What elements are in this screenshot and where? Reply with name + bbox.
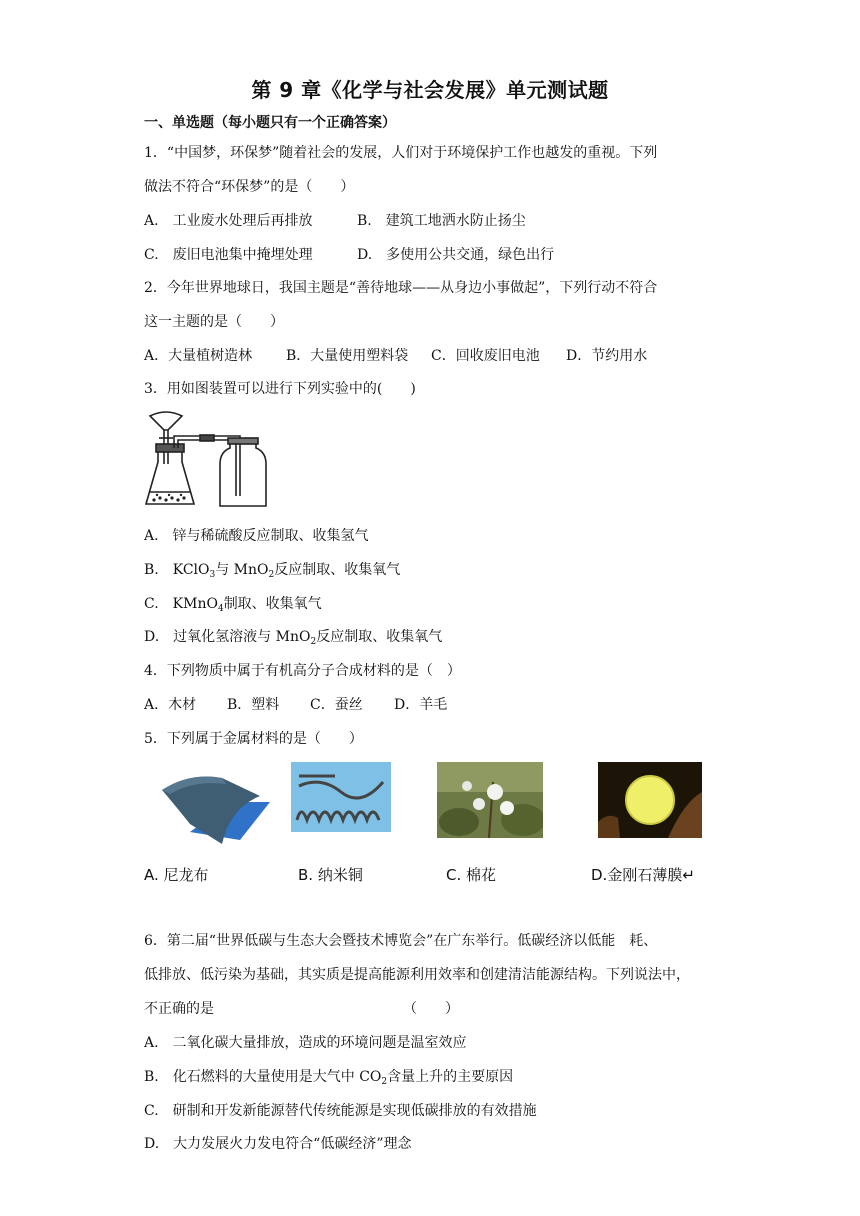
q3-option-b-text: B. KClO bbox=[144, 562, 210, 578]
q4-option-a: A．木材 bbox=[144, 697, 197, 713]
q6-stem-line-1: 6．第二届“世界低碳与生态大会暨技术博览会”在广东举行。低碳经济以低能 耗、 bbox=[144, 933, 658, 949]
gas-apparatus-diagram bbox=[144, 404, 270, 516]
q4-option-b: B．塑料 bbox=[227, 697, 280, 713]
q5-option-b: B. 纳米铜 bbox=[298, 866, 363, 884]
q6-option-b-sub1: 2 bbox=[381, 1077, 388, 1087]
q6-option-a bbox=[144, 1032, 467, 1052]
q3-option-c bbox=[144, 593, 322, 614]
q3-option-a-text: A. 锌与稀硫酸反应制取、收集氢气 bbox=[144, 528, 369, 544]
q4-option-c: C．蚕丝 bbox=[310, 697, 363, 713]
q2-option-b: B．大量使用塑料袋 bbox=[286, 348, 409, 364]
q3-option-a bbox=[144, 525, 369, 545]
q4-stem: 4．下列物质中属于有机高分子合成材料的是（ ） bbox=[144, 663, 461, 679]
nano-copper-image bbox=[291, 762, 391, 836]
document-title: 第 9 章《化学与社会发展》单元测试题 bbox=[251, 78, 609, 102]
q6-option-b-post: 含量上升的主要原因 bbox=[387, 1069, 514, 1085]
q3-option-b-sub2: 2 bbox=[268, 570, 275, 580]
q2-stem-line-1: 2．今年世界地球日，我国主题是“善待地球——从身边小事做起”，下列行动不符合 bbox=[144, 280, 658, 296]
q6-stem-line-2: 低排放、低污染为基础，其实质是提高能源利用效率和创建清洁能源结构。下列说法中， bbox=[144, 967, 690, 983]
q1-stem-line-1: 1．“中国梦，环保梦”随着社会的发展，人们对于环境保护工作也越发的重视。下列 bbox=[144, 145, 658, 161]
q3-option-c-post: 制取、收集氧气 bbox=[223, 596, 322, 612]
q6-option-d bbox=[144, 1133, 412, 1153]
q2-option-d: D．节约用水 bbox=[566, 348, 648, 364]
q3-stem: 3．用如图装置可以进行下列实验中的( ) bbox=[144, 381, 416, 397]
q6-option-b bbox=[144, 1066, 513, 1087]
q1-option-b: B. 建筑工地洒水防止扬尘 bbox=[357, 213, 526, 229]
q1-stem-line-2: 做法不符合“环保梦”的是（ ） bbox=[144, 179, 355, 195]
nylon-cloth-image bbox=[160, 762, 272, 852]
q6-option-b-text: B. 化石燃料的大量使用是大气中 CO bbox=[144, 1069, 382, 1085]
q3-option-d-text: D. 过氧化氢溶液与 MnO bbox=[144, 629, 311, 645]
q5-option-c: C. 棉花 bbox=[446, 866, 497, 884]
q3-option-c-sub1: 4 bbox=[217, 604, 224, 614]
q1-option-d: D. 多使用公共交通，绿色出行 bbox=[357, 247, 555, 263]
q5-option-d: D.金刚石薄膜↵ bbox=[591, 866, 695, 884]
q3-option-b-sub1: 3 bbox=[209, 570, 216, 580]
q6-option-c bbox=[144, 1100, 537, 1120]
q2-stem-line-2: 这一主题的是（ ） bbox=[144, 314, 284, 330]
q6-option-a-text: A. 二氧化碳大量排放，造成的环境问题是温室效应 bbox=[144, 1035, 467, 1051]
q3-option-b-post: 反应制取、收集氧气 bbox=[274, 562, 401, 578]
q6-option-c-text: C. 研制和开发新能源替代传统能源是实现低碳排放的有效措施 bbox=[144, 1103, 537, 1119]
q2-option-a: A．大量植树造林 bbox=[144, 348, 253, 364]
q5-option-a: A. 尼龙布 bbox=[144, 866, 209, 884]
q3-option-b-mid: 与 MnO bbox=[215, 562, 269, 578]
q4-option-d: D．羊毛 bbox=[394, 697, 448, 713]
q3-option-b bbox=[144, 559, 400, 580]
q6-stem-line-3: 不正确的是 （ ） bbox=[144, 1001, 459, 1017]
q5-stem: 5．下列属于金属材料的是（ ） bbox=[144, 731, 363, 747]
q3-option-d bbox=[144, 626, 442, 647]
q1-option-c: C. 废旧电池集中掩埋处理 bbox=[144, 247, 313, 263]
q6-option-d-text: D. 大力发展火力发电符合“低碳经济”理念 bbox=[144, 1136, 412, 1152]
q3-option-d-post: 反应制取、收集氧气 bbox=[316, 629, 443, 645]
cotton-image bbox=[437, 762, 543, 842]
funnel-bulb bbox=[150, 412, 182, 430]
q3-option-d-sub1: 2 bbox=[310, 637, 317, 647]
diamond-film-image bbox=[598, 762, 702, 842]
q1-option-a: A. 工业废水处理后再排放 bbox=[144, 213, 313, 229]
q2-option-c: C．回收废旧电池 bbox=[431, 348, 540, 364]
q3-option-c-text: C. KMnO bbox=[144, 596, 218, 612]
section-heading: 一、单选题（每小题只有一个正确答案） bbox=[144, 115, 396, 131]
